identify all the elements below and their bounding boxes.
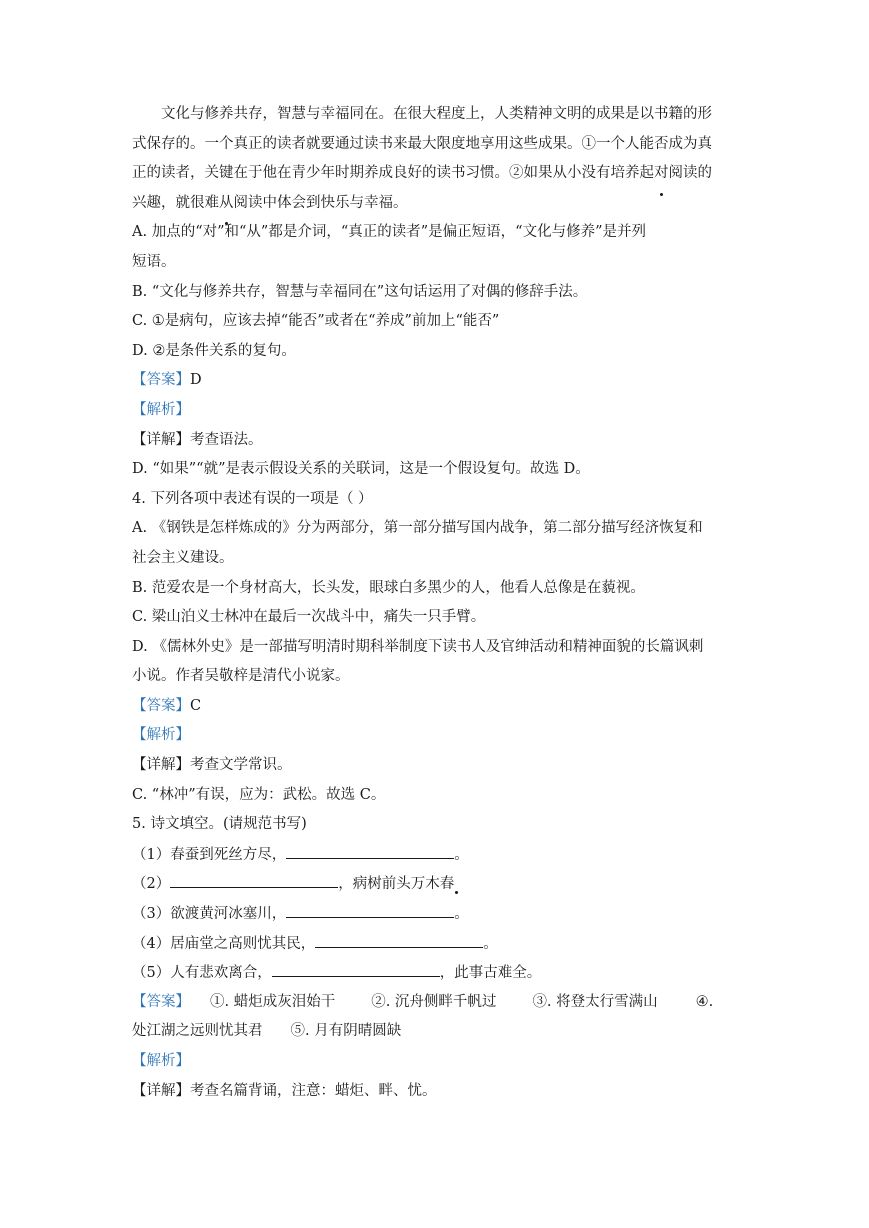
q4-explain: C. “林冲”有误，应为：武松。故选 C。: [132, 786, 386, 803]
q5-analysis: [132, 1047, 744, 1077]
q4-option-a: A. 《钢铁是怎样炼成的》分为两部分，第一部分描写国内战争，第二部分描写经济恢复和: [132, 520, 703, 537]
q4-analysis: [132, 721, 744, 751]
emphasis-dot-char: 对: [654, 159, 669, 189]
q3-analysis: [132, 396, 744, 426]
q3-explain: D. “如果”“就”是表示假设关系的关联词，这是一个假设复句。故选 D。: [132, 461, 590, 478]
emphasis-dot-char: 从: [219, 189, 234, 219]
document-page: [132, 100, 744, 1106]
analysis-label: 【解析】: [132, 1053, 190, 1069]
answer-value: D: [190, 372, 202, 389]
q3-option-a: A. 加点的“对”和“从”都是介词，“真正的读者”是偏正短语，“文化与修养”是并列: [132, 224, 646, 241]
passage-line: [132, 159, 744, 189]
fill-blank[interactable]: [170, 869, 338, 888]
q4-detail: [132, 751, 744, 781]
analysis-label: 【解析】: [132, 401, 190, 418]
q5-item-4: （4）居庙堂之高则忧其民， 。: [132, 929, 744, 959]
fill-blank[interactable]: [315, 929, 483, 948]
answer-item-4-number: ④.: [695, 993, 714, 1010]
q5-answer-cont: [132, 1017, 744, 1047]
passage-text: 文化与修养共存，智慧与幸福同在。在很大程度上，人类精神文明的成果是以书籍的形: [161, 106, 712, 122]
answer-value: C: [190, 697, 202, 714]
analysis-label: 【解析】: [132, 727, 190, 744]
fill-blank[interactable]: [286, 840, 454, 859]
q3-detail: [132, 426, 744, 456]
passage-text: 式保存的。一个真正的读者就要通过读书来最大限度地享用这些成果。①一个人能否成为真: [132, 135, 712, 152]
q5-detail: [132, 1077, 744, 1107]
fill-blank[interactable]: [286, 899, 454, 918]
q5-answer: [132, 988, 744, 1018]
q5-item-2: （2） ，病树前头万木春: [132, 869, 744, 899]
detail-text: 考查文学常识。: [190, 757, 292, 774]
passage-text: 兴趣，就很难: [132, 194, 219, 211]
q4-option-d-cont: 小说。作者吴敬梓是清代小说家。: [132, 668, 350, 685]
q3-answer: [132, 366, 744, 396]
detail-label: 【详解】: [132, 757, 190, 774]
q3-option-d: D. ②是条件关系的复句。: [132, 342, 296, 359]
answer-item-1: ①. 蜡炬成灰泪始干: [210, 993, 336, 1010]
period-dot-icon: [455, 891, 458, 894]
passage-line: [132, 189, 744, 219]
q3-option-c: C. ①是病句，应该去掉“能否”或者在“养成”前加上“能否”: [132, 313, 500, 330]
q5-item-5: （5）人有悲欢离合， ，此事古难全。: [132, 958, 744, 988]
passage-text: 阅读中体会到快乐与幸福。: [233, 194, 408, 211]
q3-option-a-cont: 短语。: [132, 253, 176, 270]
answer-label: 【答案】: [132, 697, 190, 714]
q5-item-3: （3）欲渡黄河冰塞川， 。: [132, 899, 744, 929]
answer-label: 【答案】: [132, 993, 190, 1010]
q4-option-b: B. 范爱农是一个身材高大，长头发，眼球白多黑少的人，他看人总像是在藐视。: [132, 579, 645, 596]
passage-line: [132, 100, 744, 130]
answer-item-3: ③. 将登太行雪满山: [532, 993, 658, 1010]
q4-option-a-cont: 社会主义建设。: [132, 549, 234, 566]
q4-option-d: D. 《儒林外史》是一部描写明清时期科举制度下读书人及官绅活动和精神面貌的长篇讽刺: [132, 638, 704, 655]
answer-label: 【答案】: [132, 372, 190, 389]
q5-item-1: （1）春蚕到死丝方尽， 。: [132, 840, 744, 870]
q4-answer: [132, 692, 744, 722]
detail-text: 考查语法。: [190, 431, 263, 448]
q5-stem: 5. 诗文填空。(请规范书写): [132, 816, 307, 833]
q3-option-b: B. “文化与修养共存，智慧与幸福同在”这句话运用了对偶的修辞手法。: [132, 283, 588, 300]
answer-item-2: ②. 沉舟侧畔千帆过: [371, 993, 497, 1010]
detail-text: 考查名篇背诵，注意：蜡炬、畔、忧。: [190, 1082, 437, 1099]
detail-label: 【详解】: [132, 1082, 190, 1099]
answer-item-4: 处江湖之远则忧其君: [132, 1023, 263, 1040]
answer-item-5: ⑤. 月有阴晴圆缺: [290, 1023, 402, 1040]
fill-blank[interactable]: [272, 958, 440, 977]
detail-label: 【详解】: [132, 431, 190, 448]
passage-line: [132, 130, 744, 160]
passage-text: 阅读的: [668, 165, 712, 182]
q4-stem: 4. 下列各项中表述有误的一项是（ ）: [132, 490, 373, 507]
q4-option-c: C. 梁山泊义士林冲在最后一次战斗中，痛失一只手臂。: [132, 609, 486, 626]
passage-text: 正的读者，关键在于他在青少年时期养成良好的读书习惯。②如果从小没有培养起: [132, 165, 654, 182]
